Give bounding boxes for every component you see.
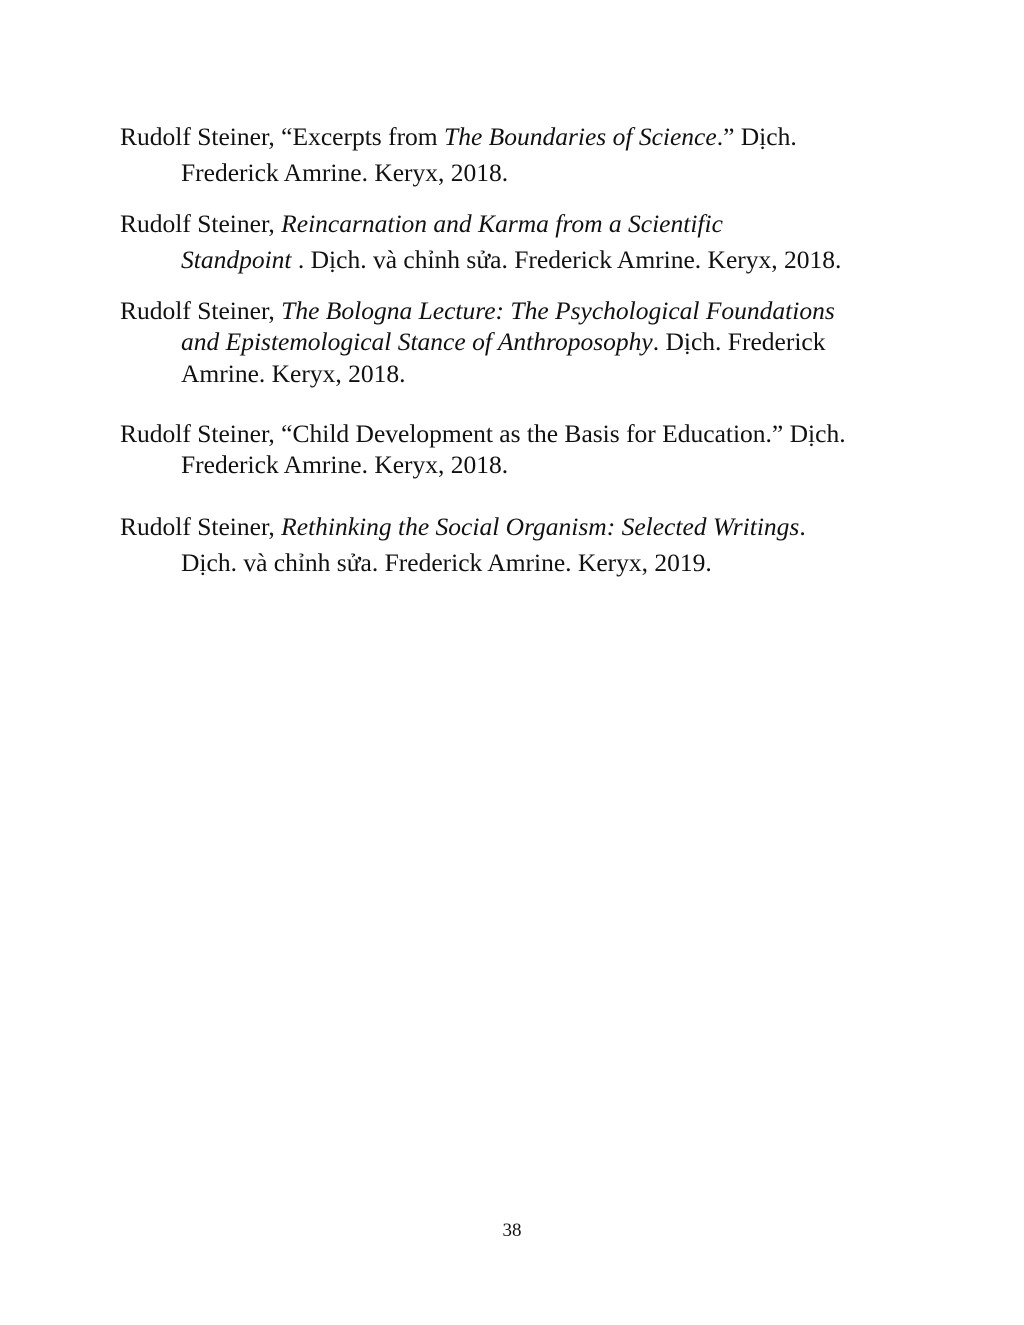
reference-title: and Epistemological Stance of Anthroposophy	[181, 327, 653, 356]
reference-title: Reincarnation and Karma from a Scientific	[281, 209, 723, 238]
reference-line	[181, 550, 712, 576]
reference-line	[181, 361, 406, 387]
reference-title: Rethinking the Social Organism: Selected Writings	[281, 512, 800, 541]
reference-line	[181, 247, 841, 273]
reference-text: Rudolf Steiner, “Excerpts from	[120, 122, 445, 151]
reference-text: Rudolf Steiner,	[120, 209, 282, 238]
reference-text: Frederick Amrine. Keryx, 2018.	[181, 158, 509, 187]
reference-line	[120, 514, 806, 540]
reference-text: .	[799, 512, 806, 541]
reference-text: Frederick Amrine. Keryx, 2018.	[181, 450, 509, 479]
reference-title: The Bologna Lecture: The Psychological Foundations	[281, 296, 835, 325]
page-number: 38	[502, 1220, 522, 1241]
reference-text: .” Dịch.	[716, 122, 797, 151]
reference-line	[120, 211, 723, 237]
reference-text: . Dịch. Frederick	[652, 327, 826, 356]
reference-text: Rudolf Steiner,	[120, 512, 282, 541]
reference-text: Rudolf Steiner, “Child Development as the Basis for Education.” Dịch.	[120, 419, 846, 448]
reference-line	[120, 421, 846, 447]
reference-line	[120, 124, 797, 150]
reference-line	[181, 329, 825, 355]
reference-title: The Boundaries of Science	[444, 122, 717, 151]
reference-text: . Dịch. và chỉnh sửa. Frederick Amrine. Keryx, 2018.	[291, 245, 842, 274]
reference-title: Standpoint	[181, 245, 292, 274]
reference-text: Amrine. Keryx, 2018.	[181, 359, 406, 388]
reference-line	[181, 160, 508, 186]
reference-line	[181, 452, 508, 478]
reference-text: Dịch. và chỉnh sửa. Frederick Amrine. Keryx, 2019.	[181, 548, 712, 577]
reference-line	[120, 298, 835, 324]
reference-text: Rudolf Steiner,	[120, 296, 282, 325]
